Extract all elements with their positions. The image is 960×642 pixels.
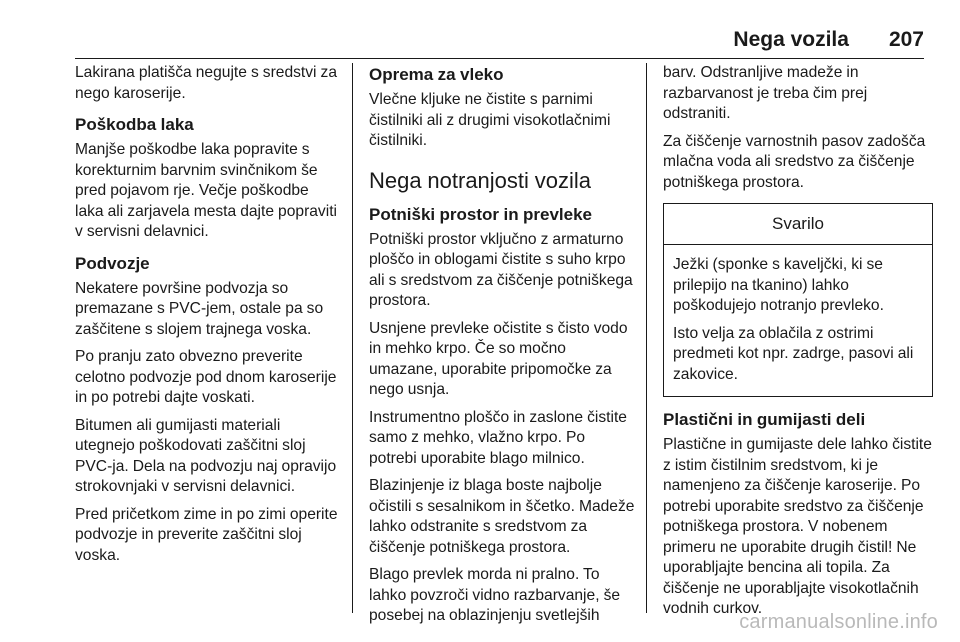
heading-passenger-compartment: Potniški prostor in prevleke (369, 204, 592, 224)
paragraph: Bitumen ali gumijasti materiali utegnejo poškodovati zaščitni sloj PVC-ja. Dela na podvozju naj opravijo strokovnjaki v servisni delavnici. (75, 416, 337, 495)
header-rule (75, 58, 924, 59)
column-right (663, 63, 933, 627)
column-left (75, 63, 341, 573)
column-middle (369, 63, 635, 634)
warning-text: Ježki (sponke s kaveljčki, ki se prilepijo na tkanino) lahko poškodujejo notranjo prevleko. (673, 256, 884, 314)
page-header (75, 28, 924, 54)
warning-text: Isto velja za oblačila z ostrimi predmeti kot npr. zadrge, pasovi ali zakovice. (673, 324, 914, 383)
section-title: Nega vozila (733, 28, 849, 51)
heading-paint-damage: Poškodba laka (75, 115, 194, 134)
column-divider (646, 63, 647, 613)
paragraph: Lakirana platišča negujte s sredstvi za nego karoserije. (75, 64, 338, 102)
paragraph: barv. Odstranljive madeže in razbarvanost je treba čim prej odstraniti. (663, 64, 868, 122)
warning-title: Svarilo (664, 204, 932, 245)
paragraph: Blago prevlek morda ni pralno. To lahko povzroči vidno razbarvanje, še posebej na oblazinjenju svetlejših (369, 566, 621, 624)
heading-interior-care: Nega notranjosti vozila (369, 167, 591, 193)
warning-box (663, 203, 933, 397)
paragraph: Usnjene prevleke očistite s čisto vodo in mehko krpo. Če so močno umazane, uporabite pripomočke za nego usnja. (369, 319, 628, 398)
watermark: carmanualsonline.info (739, 611, 938, 633)
paragraph: Potniški prostor vključno z armaturno ploščo in oblogami čistite s suho krpo ali s sredstvom za čiščenje potniškega prostora. (369, 230, 633, 309)
paragraph: Po pranju zato obvezno preverite celotno podvozje pod dnom karoserije in po potrebi dajte voskati. (75, 348, 337, 406)
heading-plastic-rubber: Plastični in gumijasti deli (663, 410, 866, 429)
paragraph: Vlečne kljuke ne čistite s parnimi čistilniki ali z drugimi visokotlačnimi čistilniki. (369, 91, 611, 149)
paragraph: Za čiščenje varnostnih pasov zadošča mlačna voda ali sredstvo za čiščenje potniškega prostora. (663, 132, 926, 191)
paragraph: Manjše poškodbe laka popravite s korekturnim barvnim svinčnikom še pred pojavom rje. Večje poškodbe laka ali zarjavela mesta dajte popraviti v servisni delavnici. (75, 141, 337, 240)
page-number: 207 (888, 28, 924, 51)
warning-body (664, 245, 932, 396)
paragraph: Nekatere površine podvozja so premazane s PVC-jem, ostale pa so zaščitene s slojem trajnega voska. (75, 279, 324, 338)
paragraph: Pred pričetkom zime in po zimi operite podvozje in preverite zaščitni sloj voska. (75, 505, 338, 564)
heading-towing: Oprema za vleko (369, 65, 504, 84)
heading-underbody: Podvozje (75, 253, 150, 273)
paragraph: Instrumentno ploščo in zaslone čistite samo z mehko, vlažno krpo. Po potrebi uporabite blago milnico. (369, 408, 627, 467)
paragraph: Plastične in gumijaste dele lahko čistite z istim čistilnim sredstvom, ki je namenjeno za čiščenje karoserije. Po potrebi uporabite sredstvo za čiščenje potniškega prostora. V nobenem primeru ne uporabite drugih čistil! Ne uporabljajte bencina ali topila. Za čiščenje ne uporabljajte visokotlačnih vodnih curkov. (663, 436, 932, 617)
column-divider (352, 63, 353, 613)
paragraph: Blazinjenje iz blaga boste najbolje očistili s sesalnikom in ščetko. Madeže lahko odstranite s sredstvom za čiščenje potniškega prostora. (369, 477, 635, 556)
